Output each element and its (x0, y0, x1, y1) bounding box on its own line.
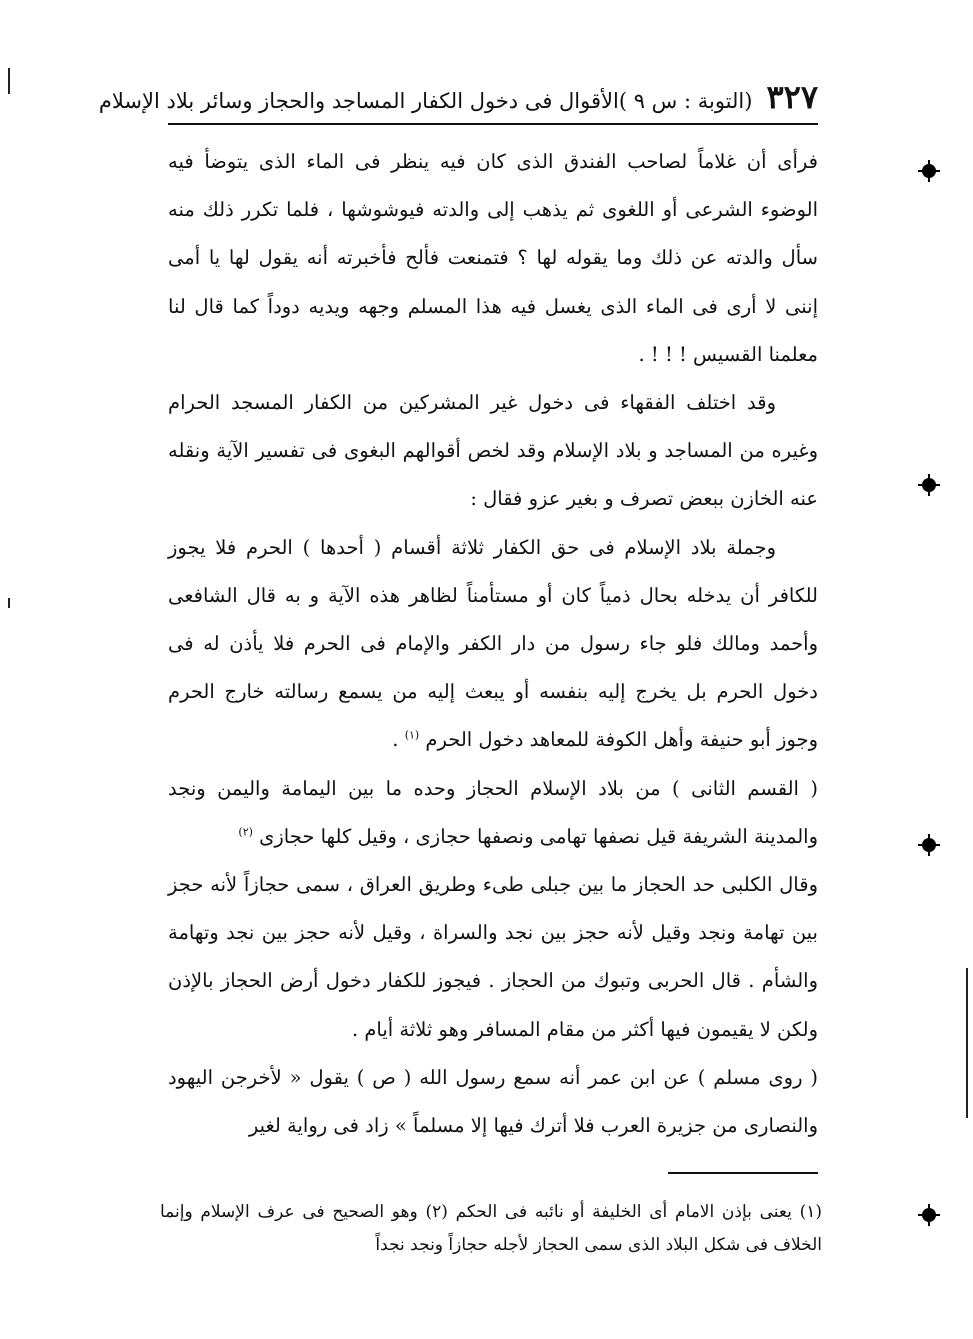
paragraph-4 (168, 765, 818, 861)
header-rule (168, 123, 818, 125)
paragraph-5: وقال الكلبى حد الحجاز ما بين جبلى طىء وطريق العراق ، سمى حجازاً لأنه حجز بين تهامة ونجد وقيل لأنه حجز بين نجد والسراة ، وقيل لأنه حجز بين نجد وتهامة والشأم . قال الحربى وتبوك من الحجاز . فيجوز للكفار دخول أرض الحجاز بالإذن ولكن لا يقيمون فيها أكثر من مقام المسافر وهو ثلاثة أيام . (168, 873, 818, 1041)
paragraph-3: وجملة بلاد الإسلام فى حق الكفار ثلاثة أقسام ( أحدها ) الحرم فلا يجوز للكافر أن يدخله بحال ذمياً كان أو مستأمناً لظاهر هذه الآية و به قال الشافعى وأحمد ومالك فلو جاء رسول من دار الكفر والإمام فى الحرم فلا يأذن له فى دخول الحرم بل يخرج إليه بنفسه أو يبعث إليه من يسمع رسالته خارج الحرم وجوز أبو حنيفة وأهل الكوفة للمعاهد دخول الحرم $^{(١)}$ . (168, 535, 818, 752)
running-title: (التوبة : س ٩ )الأقوال فى دخول الكفار المساجد والحجاز وسائر بلاد الإسلام (98, 89, 753, 113)
footnote-rule (668, 1172, 818, 1174)
binding-hole-mark (922, 478, 936, 492)
binding-hole-mark (922, 164, 936, 178)
paragraph-3-text: وجملة بلاد الإسلام فى حق الكفار ثلاثة أقسام ( أحدها ) الحرم فلا يجوز للكافر أن يدخله بحال ذمياً كان أو مستأمناً لظاهر هذه الآية و به قال الشافعى وأحمد ومالك فلو جاء رسول من دار الكفر والإمام فى الحرم فلا يأذن له فى دخول الحرم بل يخرج إليه بنفسه أو يبعث إليه من يسمع رسالته خارج الحرم وجوز أبو حنيفة وأهل الكوفة للمعاهد دخول الحرم (168, 535, 818, 752)
paragraph-2: وقد اختلف الفقهاء فى دخول غير المشركين من الكفار المسجد الحرام وغيره من المساجد و بلاد الإسلام وقد لخص أقوالهم البغوى فى تفسير الآية ونقله عنه الخازن ببعض تصرف و بغير عزو فقال : (168, 391, 818, 511)
binding-hole-mark (922, 1208, 936, 1222)
paragraph-6: ( روى مسلم ) عن ابن عمر أنه سمع رسول الله ( ص ) يقول « لأخرجن اليهود والنصارى من جزيرة العرب فلا أترك فيها إلا مسلماً » زاد فى رواية لغير (168, 1065, 818, 1138)
page-header (98, 78, 818, 118)
scan-edge-mark (966, 968, 968, 1118)
binding-hole-mark (922, 838, 936, 852)
main-text (168, 138, 818, 1150)
footnote-ref-2: (٢) (238, 825, 253, 839)
scan-edge-mark (8, 68, 10, 94)
scan-edge-mark (8, 598, 10, 608)
footnote-ref-1: (١) (404, 728, 420, 742)
paragraph-1: فرأى أن غلاماً لصاحب الفندق الذى كان فيه ينظر فى الماء الذى يتوضأ فيه الوضوء الشرعى أو اللغوى ثم يذهب إلى والدته فيوشوشها ، فلما تكرر ذلك منه سأل والدته عن ذلك وما يقوله لها ؟ فتمنعت فألح فأخبرته أنه يقول لها يا أمى إننى لا أرى فى الماء الذى يغسل فيه هذا المسلم وجهه ويديه دوداً كما قال لنا معلمنا القسيس ! ! ! . (168, 150, 818, 366)
paragraph-4-text: ( القسم الثانى ) من بلاد الإسلام الحجاز وحده ما بين اليمامة واليمن ونجد والمدينة الشريفة قيل نصفها تهامى ونصفها حجازى ، وقيل كلها حجازى (168, 776, 818, 848)
footnotes (160, 1196, 822, 1262)
footnote-1: (١) يعنى بإذن الامام أى الخليفة أو نائبه فى الحكم (٢) وهو الصحيح فى عرف الإسلام وإنما الخلاف فى شكل البلاد الذى سمى الحجاز لأجله حجازاً ونجد نجداً (160, 1202, 822, 1255)
page-number: ٣٢٧ (766, 78, 818, 116)
